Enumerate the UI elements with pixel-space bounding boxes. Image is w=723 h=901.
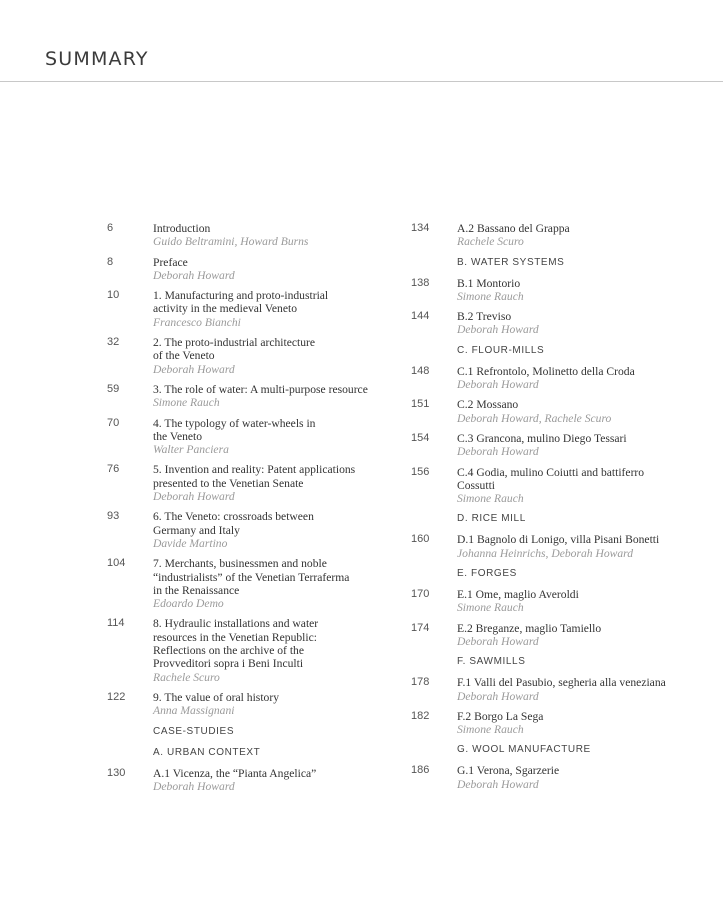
toc-page-number: 160 [411, 533, 430, 546]
page-title: SUMMARY [45, 48, 149, 70]
toc-entry [107, 256, 368, 283]
toc-entry-title: 1. Manufacturing and proto-industrial [153, 289, 329, 303]
toc-entry-authors: Deborah Howard [153, 362, 235, 376]
toc-entry-authors: Deborah Howard [457, 378, 539, 392]
toc-entry-title: activity in the medieval Veneto [153, 302, 298, 316]
toc-page-number: 122 [107, 690, 126, 703]
toc-entry-authors: Francesco Bianchi [153, 315, 241, 329]
toc-page-number: 10 [107, 289, 120, 302]
toc-entry-title: resources in the Venetian Republic: [153, 630, 317, 644]
toc-entry-title: 8. Hydraulic installations and water [153, 617, 319, 631]
toc-entry [107, 691, 368, 718]
toc-entry [107, 463, 368, 503]
toc-entry-title: Reflections on the archive of the [153, 644, 304, 658]
toc-entry-authors: Guido Beltramini, Howard Burns [153, 235, 309, 249]
toc-entry-title: Provveditori sopra i Beni Inculti [153, 657, 304, 671]
toc-entry-authors: Walter Panciera [153, 443, 229, 457]
toc-entry-title: 4. The typology of water-wheels in [153, 416, 316, 430]
toc-page-number: 104 [107, 557, 126, 570]
toc-entry-authors: Deborah Howard [457, 445, 539, 459]
toc-entry-title: C.2 Mossano [457, 398, 519, 412]
toc-entry-title: A.1 Vicenza, the “Pianta Angelica” [153, 766, 317, 780]
toc-entry [411, 710, 666, 737]
toc-entry-authors: Simone Rauch [457, 601, 524, 615]
toc-page-number: 154 [411, 431, 430, 444]
toc-entry [107, 510, 368, 550]
toc-page-number: 130 [107, 766, 126, 779]
toc-entry-title: “industrialists” of the Venetian Terraferma [153, 570, 350, 584]
toc-entry-title: Cossutti [457, 478, 496, 492]
toc-entry-authors: Deborah Howard, Rachele Scuro [457, 411, 612, 425]
toc-right-column [411, 222, 666, 798]
toc-section-heading: E. FORGES [457, 568, 517, 580]
toc-entry-title: D.1 Bagnolo di Lonigo, villa Pisani Bonetti [457, 533, 660, 547]
toc-entry-authors: Rachele Scuro [153, 670, 220, 684]
toc-entry [107, 222, 368, 249]
toc-entry [107, 617, 368, 683]
toc-entry-title: 5. Invention and reality: Patent applications [153, 463, 356, 477]
toc-entry-authors: Rachele Scuro [457, 235, 524, 249]
toc-entry-authors: Deborah Howard [457, 323, 539, 337]
toc-entry [107, 383, 368, 410]
toc-section-heading: B. WATER SYSTEMS [457, 256, 565, 268]
toc-entry [107, 336, 368, 376]
toc-page-number: 8 [107, 255, 114, 268]
toc-page-number: 178 [411, 676, 430, 689]
toc-entry-title: Germany and Italy [153, 523, 240, 537]
toc-entry-authors: Simone Rauch [457, 492, 524, 506]
toc-page-number: 170 [411, 588, 430, 601]
toc-entry-authors: Deborah Howard [457, 689, 539, 703]
toc-entry-title: C.3 Grancona, mulino Diego Tessari [457, 431, 627, 445]
toc-entry-authors: Deborah Howard [153, 268, 235, 282]
toc-entry-title: E.1 Ome, maglio Averoldi [457, 588, 579, 602]
toc-entry-authors: Simone Rauch [457, 723, 524, 737]
toc-entry [411, 764, 666, 791]
toc-entry [411, 466, 666, 506]
toc-entry [411, 365, 666, 392]
toc-entry-title: presented to the Venetian Senate [153, 476, 304, 490]
toc-page-number: 70 [107, 416, 120, 429]
toc-entry [411, 432, 666, 459]
toc-entry-title: B.2 Treviso [457, 310, 512, 324]
toc-page-number: 134 [411, 222, 430, 234]
toc-entry [411, 277, 666, 304]
toc-entry-title: F.2 Borgo La Sega [457, 709, 544, 723]
toc-entry [411, 398, 666, 425]
toc-entry [107, 289, 368, 329]
toc-entry-authors: Simone Rauch [457, 289, 524, 303]
toc-entry-authors: Simone Rauch [153, 396, 220, 410]
toc-entry-title: of the Veneto [153, 349, 215, 363]
toc-entry-authors: Johanna Heinrichs, Deborah Howard [457, 546, 634, 560]
toc-entry-authors: Davide Martino [153, 536, 228, 550]
toc-page-number: 114 [107, 617, 125, 630]
toc-entry-title: E.2 Breganze, maglio Tamiello [457, 621, 602, 635]
toc-entry-title: 7. Merchants, businessmen and noble [153, 557, 327, 571]
toc-section-heading: C. FLOUR-MILLS [457, 344, 545, 356]
toc-entry-title: in the Renaissance [153, 583, 240, 597]
toc-entry [411, 222, 666, 249]
toc-page-number: 32 [107, 336, 120, 349]
toc-page-number: 174 [411, 621, 430, 634]
toc-section-heading: F. SAWMILLS [457, 656, 526, 668]
toc-entry-title: F.1 Valli del Pasubio, segheria alla veneziana [457, 676, 666, 690]
toc-entry-authors: Edoardo Demo [153, 597, 224, 611]
toc-entry-authors: Deborah Howard [153, 490, 235, 504]
toc-entry-title: B.1 Montorio [457, 276, 521, 290]
toc-entry-title: Introduction [153, 222, 211, 235]
toc-page-number: 59 [107, 382, 120, 395]
toc-section-heading: A. URBAN CONTEXT [153, 746, 261, 758]
toc-entry-title: 3. The role of water: A multi-purpose resource [153, 382, 368, 396]
toc-entry-title: the Veneto [153, 429, 203, 443]
toc-page-number: 93 [107, 510, 120, 523]
toc-page-number: 148 [411, 364, 430, 377]
toc-entry-title: 2. The proto-industrial architecture [153, 336, 316, 350]
toc-entry-authors: Deborah Howard [457, 777, 539, 791]
toc-entry [411, 588, 666, 615]
toc-page-number: 182 [411, 709, 430, 722]
toc-entry [107, 557, 368, 610]
toc-page-number: 76 [107, 463, 120, 476]
toc-entry-title: C.1 Refrontolo, Molinetto della Croda [457, 364, 635, 378]
toc-entry-title: G.1 Verona, Sgarzerie [457, 764, 560, 778]
toc-entry [107, 417, 368, 457]
toc-entry-authors: Anna Massignani [153, 704, 235, 718]
toc-section-heading: G. WOOL MANUFACTURE [457, 744, 591, 756]
toc-entry [411, 533, 666, 560]
toc-entry [411, 310, 666, 337]
toc-section-heading: D. RICE MILL [457, 513, 526, 525]
header-rule [0, 81, 723, 82]
toc-entry [411, 676, 666, 703]
toc-section-heading: CASE-STUDIES [153, 725, 235, 737]
toc-entry [107, 767, 368, 794]
toc-page-number: 186 [411, 764, 430, 777]
toc-entry-title: C.4 Godia, mulino Coiutti and battiferro [457, 465, 645, 479]
toc-entry-authors: Deborah Howard [457, 634, 539, 648]
toc-entry-title: Preface [153, 255, 188, 269]
toc-page-number: 138 [411, 276, 430, 289]
toc-page-number: 6 [107, 222, 114, 234]
toc-page-number: 151 [411, 398, 430, 411]
toc-page-number: 156 [411, 465, 430, 478]
toc-entry-title: 6. The Veneto: crossroads between [153, 510, 314, 524]
toc-entry-title: A.2 Bassano del Grappa [457, 222, 570, 235]
toc-entry [411, 622, 666, 649]
toc-entry-authors: Deborah Howard [153, 779, 235, 793]
toc-page-number: 144 [411, 310, 430, 323]
toc-left-column [107, 222, 368, 800]
toc-entry-title: 9. The value of oral history [153, 690, 279, 704]
